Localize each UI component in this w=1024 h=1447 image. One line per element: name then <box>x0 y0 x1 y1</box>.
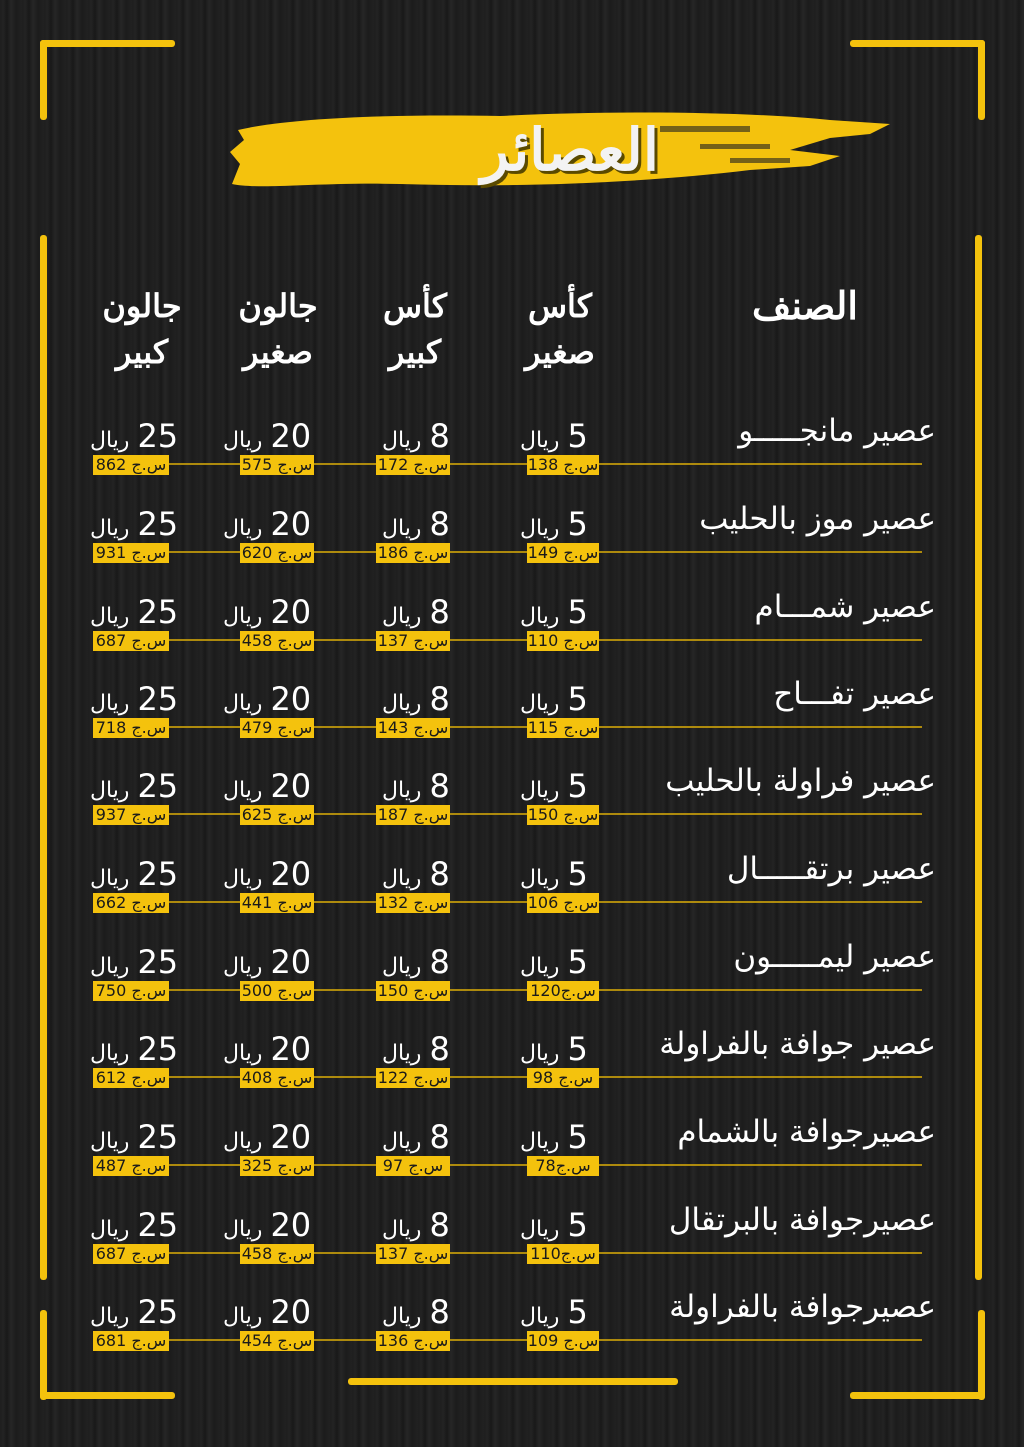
yer-price-small-gallon: 625 س.ج <box>241 805 313 824</box>
row-divider <box>96 989 922 991</box>
price-large-gallon <box>90 593 178 631</box>
yer-price-large-cup: 172 س.ج <box>377 455 449 474</box>
currency-label: ريال <box>90 1304 130 1329</box>
price-small-cup-value: 5 <box>567 767 588 805</box>
header-small-cup <box>505 283 615 375</box>
currency-label: ريال <box>90 1129 130 1154</box>
price-small-cup <box>520 680 588 718</box>
currency-label: ريال <box>223 1041 263 1066</box>
currency-label: ريال <box>90 1041 130 1066</box>
currency-label: ريال <box>90 866 130 891</box>
price-small-cup <box>520 593 588 631</box>
menu-item-row <box>0 1289 1024 1379</box>
price-small-gallon-value: 20 <box>270 1206 312 1244</box>
price-small-gallon-value: 20 <box>270 1293 312 1331</box>
price-large-gallon <box>90 1206 178 1244</box>
row-divider <box>96 813 922 815</box>
price-large-gallon-value: 25 <box>137 855 179 893</box>
yer-price-large-gallon: 718 س.ج <box>93 718 169 738</box>
yer-price-large-cup: 137 س.ج <box>377 1244 449 1263</box>
yer-price-large-gallon: 687 س.ج <box>93 1244 169 1264</box>
price-small-gallon-value: 20 <box>270 505 312 543</box>
yer-price-small-cup: 120س.ج <box>527 981 599 1001</box>
frame-top-left-vertical <box>40 40 47 120</box>
price-small-cup <box>520 943 588 981</box>
item-name: عصير ليمـــــون <box>733 939 936 975</box>
price-small-gallon-value: 20 <box>270 943 312 981</box>
yer-price-large-gallon: 681 س.ج <box>93 1331 169 1351</box>
item-name: عصير جوافة بالفراولة <box>659 1026 936 1062</box>
price-large-cup-value: 8 <box>429 505 450 543</box>
price-small-cup <box>520 1118 588 1156</box>
frame-top-right-horizontal <box>850 40 985 47</box>
currency-label: ريال <box>223 516 263 541</box>
price-large-cup-value: 8 <box>429 417 450 455</box>
price-large-cup <box>382 943 450 981</box>
header-small-cup-line1: كأس <box>527 287 593 325</box>
price-large-cup <box>382 593 450 631</box>
header-large-gallon <box>82 283 202 375</box>
currency-label: ريال <box>223 691 263 716</box>
price-large-cup <box>382 767 450 805</box>
price-large-gallon-value: 25 <box>137 680 179 718</box>
currency-label: ريال <box>223 866 263 891</box>
item-name: عصيرجوافة بالشمام <box>677 1114 936 1150</box>
currency-label: ريال <box>520 428 560 453</box>
frame-bottom-right-horizontal <box>850 1392 985 1399</box>
currency-label: ريال <box>382 1041 422 1066</box>
yer-price-large-cup: 122 س.ج <box>377 1068 449 1087</box>
item-name: عصير مانجـــــو <box>738 413 936 449</box>
currency-label: ريال <box>90 778 130 803</box>
price-small-cup-value: 5 <box>567 1118 588 1156</box>
currency-label: ريال <box>223 954 263 979</box>
price-large-cup <box>382 1030 450 1068</box>
currency-label: ريال <box>382 778 422 803</box>
currency-label: ريال <box>382 1217 422 1242</box>
yer-price-small-cup: 110 س.ج <box>527 631 599 650</box>
price-small-gallon-value: 20 <box>270 767 312 805</box>
currency-label: ريال <box>520 866 560 891</box>
frame-top-right-vertical <box>978 40 985 120</box>
currency-label: ريال <box>223 778 263 803</box>
price-large-cup <box>382 417 450 455</box>
menu-item-row <box>0 939 1024 1029</box>
yer-price-large-cup: 132 س.ج <box>377 893 449 912</box>
price-small-cup <box>520 1206 588 1244</box>
header-large-cup <box>360 283 470 375</box>
price-large-cup-value: 8 <box>429 855 450 893</box>
currency-label: ريال <box>520 954 560 979</box>
price-small-gallon <box>223 1030 311 1068</box>
row-divider <box>96 1339 922 1341</box>
currency-label: ريال <box>223 428 263 453</box>
price-small-gallon <box>223 1206 311 1244</box>
price-small-cup <box>520 417 588 455</box>
price-large-cup <box>382 680 450 718</box>
currency-label: ريال <box>223 1217 263 1242</box>
header-small-gallon-line1: جالون <box>238 287 318 325</box>
price-small-cup-value: 5 <box>567 680 588 718</box>
price-small-cup <box>520 505 588 543</box>
yer-price-small-cup: 109 س.ج <box>527 1331 599 1350</box>
price-small-gallon-value: 20 <box>270 593 312 631</box>
row-divider <box>96 551 922 553</box>
price-large-gallon-value: 25 <box>137 417 179 455</box>
yer-price-large-cup: 186 س.ج <box>377 543 449 562</box>
price-large-gallon <box>90 943 178 981</box>
currency-label: ريال <box>520 516 560 541</box>
menu-title-banner <box>230 100 910 200</box>
header-large-cup-line2: كبير <box>388 333 442 371</box>
price-large-cup-value: 8 <box>429 1293 450 1331</box>
currency-label: ريال <box>520 691 560 716</box>
yer-price-small-cup: 106 س.ج <box>527 893 599 912</box>
yer-price-small-gallon: 458 س.ج <box>241 631 313 650</box>
yer-price-large-cup: 187 س.ج <box>377 805 449 824</box>
frame-bottom-center <box>348 1378 678 1385</box>
price-large-gallon <box>90 767 178 805</box>
header-large-cup-line1: كأس <box>382 287 448 325</box>
row-divider <box>96 901 922 903</box>
price-large-gallon <box>90 505 178 543</box>
item-name: عصير شمـــام <box>754 589 936 625</box>
currency-label: ريال <box>382 866 422 891</box>
row-divider <box>96 1164 922 1166</box>
menu-item-row <box>0 1026 1024 1116</box>
item-name: عصير فراولة بالحليب <box>665 763 936 799</box>
price-large-gallon <box>90 1293 178 1331</box>
price-large-cup-value: 8 <box>429 593 450 631</box>
currency-label: ريال <box>90 516 130 541</box>
header-small-cup-line2: صغير <box>525 333 595 371</box>
yer-price-small-gallon: 441 س.ج <box>241 893 313 912</box>
yer-price-small-cup: 150 س.ج <box>527 805 599 824</box>
frame-bottom-left-horizontal <box>40 1392 175 1399</box>
yer-price-large-cup: 137 س.ج <box>377 631 449 650</box>
yer-price-large-gallon: 750 س.ج <box>93 981 169 1001</box>
currency-label: ريال <box>382 691 422 716</box>
currency-label: ريال <box>382 954 422 979</box>
price-small-cup-value: 5 <box>567 943 588 981</box>
price-small-cup-value: 5 <box>567 855 588 893</box>
price-small-gallon <box>223 680 311 718</box>
row-divider <box>96 1076 922 1078</box>
price-small-gallon <box>223 593 311 631</box>
menu-item-row <box>0 589 1024 679</box>
row-divider <box>96 639 922 641</box>
currency-label: ريال <box>382 428 422 453</box>
currency-label: ريال <box>382 1129 422 1154</box>
price-large-cup <box>382 505 450 543</box>
price-large-cup-value: 8 <box>429 680 450 718</box>
price-large-gallon <box>90 1030 178 1068</box>
yer-price-small-cup: 110س.ج <box>527 1244 599 1264</box>
price-small-gallon <box>223 855 311 893</box>
price-large-gallon <box>90 417 178 455</box>
price-large-gallon-value: 25 <box>137 1206 179 1244</box>
currency-label: ريال <box>90 428 130 453</box>
price-large-gallon-value: 25 <box>137 943 179 981</box>
price-small-cup-value: 5 <box>567 1206 588 1244</box>
row-divider <box>96 463 922 465</box>
price-large-gallon-value: 25 <box>137 1293 179 1331</box>
price-small-cup <box>520 1293 588 1331</box>
price-large-gallon <box>90 680 178 718</box>
yer-price-large-cup: 150 س.ج <box>377 981 449 1000</box>
row-divider <box>96 726 922 728</box>
header-large-gallon-line2: كبير <box>115 333 169 371</box>
price-small-cup-value: 5 <box>567 1293 588 1331</box>
header-small-gallon-line2: صغير <box>243 333 313 371</box>
yer-price-small-cup: 98 س.ج <box>527 1068 599 1088</box>
menu-item-row <box>0 851 1024 941</box>
currency-label: ريال <box>520 1041 560 1066</box>
price-small-gallon <box>223 943 311 981</box>
currency-label: ريال <box>90 954 130 979</box>
menu-title: العصائر <box>481 116 659 184</box>
price-large-cup-value: 8 <box>429 767 450 805</box>
price-large-gallon <box>90 855 178 893</box>
currency-label: ريال <box>382 604 422 629</box>
row-divider <box>96 1252 922 1254</box>
price-large-gallon-value: 25 <box>137 767 179 805</box>
header-small-gallon <box>218 283 338 375</box>
yer-price-small-gallon: 500 س.ج <box>241 981 313 1000</box>
currency-label: ريال <box>520 1304 560 1329</box>
price-large-cup-value: 8 <box>429 1030 450 1068</box>
frame-top-left-horizontal <box>40 40 175 47</box>
currency-label: ريال <box>90 604 130 629</box>
menu-item-row <box>0 1202 1024 1292</box>
currency-label: ريال <box>90 691 130 716</box>
yer-price-small-gallon: 620 س.ج <box>241 543 313 562</box>
item-name: عصير تفـــاح <box>773 676 936 712</box>
price-small-gallon-value: 20 <box>270 1030 312 1068</box>
item-name: عصيرجوافة بالبرتقال <box>668 1202 936 1238</box>
price-large-gallon-value: 25 <box>137 1030 179 1068</box>
currency-label: ريال <box>382 516 422 541</box>
price-small-cup-value: 5 <box>567 593 588 631</box>
yer-price-small-gallon: 408 س.ج <box>241 1068 313 1087</box>
currency-label: ريال <box>223 1304 263 1329</box>
yer-price-large-gallon: 687 س.ج <box>93 631 169 651</box>
price-small-gallon-value: 20 <box>270 855 312 893</box>
item-name: عصيرجوافة بالفراولة <box>669 1289 936 1325</box>
currency-label: ريال <box>520 604 560 629</box>
price-small-cup-value: 5 <box>567 505 588 543</box>
currency-label: ريال <box>90 1217 130 1242</box>
header-category: الصنف <box>752 283 858 328</box>
price-large-cup <box>382 1293 450 1331</box>
menu-item-row <box>0 501 1024 591</box>
price-large-cup <box>382 855 450 893</box>
yer-price-small-cup: 138 س.ج <box>527 455 599 474</box>
menu-item-row <box>0 763 1024 853</box>
yer-price-large-cup: 143 س.ج <box>377 718 449 737</box>
price-large-cup <box>382 1206 450 1244</box>
currency-label: ريال <box>520 1217 560 1242</box>
price-large-cup-value: 8 <box>429 943 450 981</box>
yer-price-small-gallon: 575 س.ج <box>241 455 313 474</box>
currency-label: ريال <box>223 604 263 629</box>
price-small-cup-value: 5 <box>567 1030 588 1068</box>
yer-price-small-gallon: 325 س.ج <box>241 1156 313 1175</box>
yer-price-small-cup: 78س.ج <box>527 1156 599 1176</box>
yer-price-large-gallon: 937 س.ج <box>93 805 169 825</box>
yer-price-large-cup: 136 س.ج <box>377 1331 449 1350</box>
currency-label: ريال <box>520 1129 560 1154</box>
price-large-gallon-value: 25 <box>137 593 179 631</box>
price-small-gallon <box>223 417 311 455</box>
price-small-gallon <box>223 1293 311 1331</box>
yer-price-small-cup: 115 س.ج <box>527 718 599 737</box>
header-large-gallon-line1: جالون <box>102 287 182 325</box>
price-small-cup <box>520 1030 588 1068</box>
price-small-gallon <box>223 1118 311 1156</box>
price-large-gallon-value: 25 <box>137 1118 179 1156</box>
yer-price-small-gallon: 454 س.ج <box>241 1331 313 1350</box>
menu-item-row <box>0 1114 1024 1204</box>
menu-item-row <box>0 413 1024 503</box>
yer-price-large-gallon: 862 س.ج <box>93 455 169 475</box>
price-small-cup <box>520 855 588 893</box>
price-small-gallon-value: 20 <box>270 417 312 455</box>
price-small-gallon <box>223 505 311 543</box>
item-name: عصير موز بالحليب <box>699 501 936 537</box>
yer-price-large-gallon: 931 س.ج <box>93 543 169 563</box>
yer-price-small-gallon: 458 س.ج <box>241 1244 313 1263</box>
price-large-cup <box>382 1118 450 1156</box>
yer-price-large-cup: 97 س.ج <box>376 1156 450 1176</box>
price-small-gallon-value: 20 <box>270 1118 312 1156</box>
price-small-gallon-value: 20 <box>270 680 312 718</box>
currency-label: ريال <box>520 778 560 803</box>
yer-price-small-cup: 149 س.ج <box>527 543 599 562</box>
item-name: عصير برتقـــــال <box>726 851 936 887</box>
currency-label: ريال <box>223 1129 263 1154</box>
price-large-gallon <box>90 1118 178 1156</box>
price-large-cup-value: 8 <box>429 1206 450 1244</box>
price-large-cup-value: 8 <box>429 1118 450 1156</box>
menu-item-row <box>0 676 1024 766</box>
yer-price-small-gallon: 479 س.ج <box>241 718 313 737</box>
currency-label: ريال <box>382 1304 422 1329</box>
price-small-cup-value: 5 <box>567 417 588 455</box>
price-large-gallon-value: 25 <box>137 505 179 543</box>
price-small-gallon <box>223 767 311 805</box>
yer-price-large-gallon: 612 س.ج <box>93 1068 169 1088</box>
price-small-cup <box>520 767 588 805</box>
yer-price-large-gallon: 487 س.ج <box>93 1156 169 1176</box>
yer-price-large-gallon: 662 س.ج <box>93 893 169 913</box>
